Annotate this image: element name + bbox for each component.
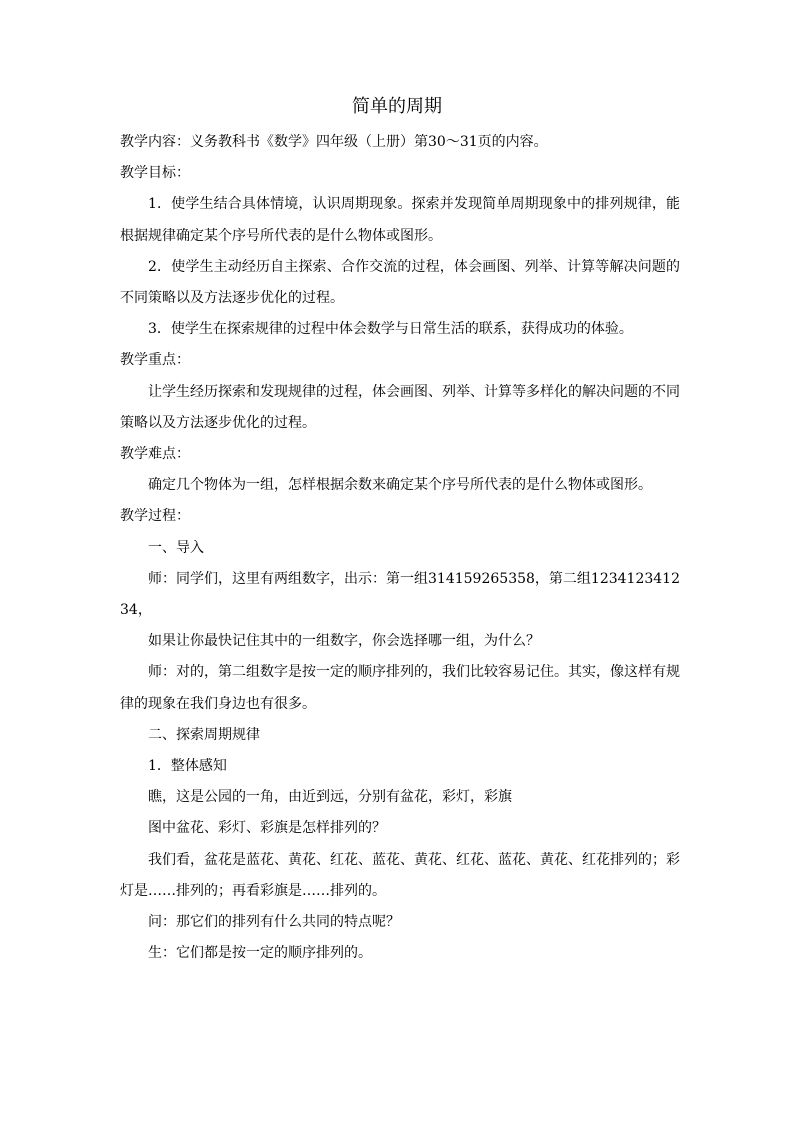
paragraph: 教学内容：义务教科书《数学》四年级（上册）第30～31页的内容。 [120,134,548,150]
paragraph: 1．使学生结合具体情境，认识周期现象。探索并发现简单周期现象中的排列规律，能根据规律确定某个序号所代表的是什么物体或图形。 [120,196,680,244]
paragraph: 师：同学们，这里有两组数字，出示：第一组314159265358，第二组123412341234， [120,570,680,619]
paragraph: 确定几个物体为一组，怎样根据余数来确定某个序号所代表的是什么物体或图形。 [148,477,652,494]
paragraph: 2．使学生主动经历自主探索、合作交流的过程，体会画图、列举、计算等解决问题的不同策略以及方法逐步优化的过程。 [120,258,680,307]
document-body [120,127,680,969]
paragraph: 教学难点： [120,446,190,463]
paragraph: 教学重点： [120,352,190,369]
paragraph: 让学生经历探索和发现规律的过程，体会画图、列举、计算等多样化的解决问题的不同策略以及方法逐步优化的过程。 [120,383,680,431]
paragraph: 瞧，这是公园的一角，由近到远，分别有盆花，彩灯，彩旗 [148,789,512,806]
paragraph: 生：它们都是按一定的顺序排列的。 [148,945,372,962]
paragraph: 如果让你最快记住其中的一组数字，你会选择哪一组，为什么？ [148,633,540,650]
paragraph: 师：对的，第二组数字是按一定的顺序排列的，我们比较容易记住。其实，像这样有规律的现象在我们身边也有很多。 [120,664,680,712]
paragraph: 一、导入 [148,539,204,556]
paragraph: 教学过程： [120,508,190,525]
document-title: 简单的周期 [352,96,442,117]
paragraph: 二、探索周期规律 [148,726,260,743]
paragraph: 教学目标： [120,165,190,182]
paragraph: 我们看，盆花是蓝花、黄花、红花、蓝花、黄花、红花、蓝花、黄花、红花排列的；彩灯是……排列的；再看彩旗是……排列的。 [120,851,680,899]
paragraph: 图中盆花、彩灯、彩旗是怎样排列的？ [148,820,386,837]
paragraph: 问：那它们的排列有什么共同的特点呢？ [148,914,400,931]
paragraph: 3．使学生在探索规律的过程中体会数学与日常生活的联系，获得成功的体验。 [148,321,633,338]
paragraph: 1．整体感知 [148,758,227,775]
